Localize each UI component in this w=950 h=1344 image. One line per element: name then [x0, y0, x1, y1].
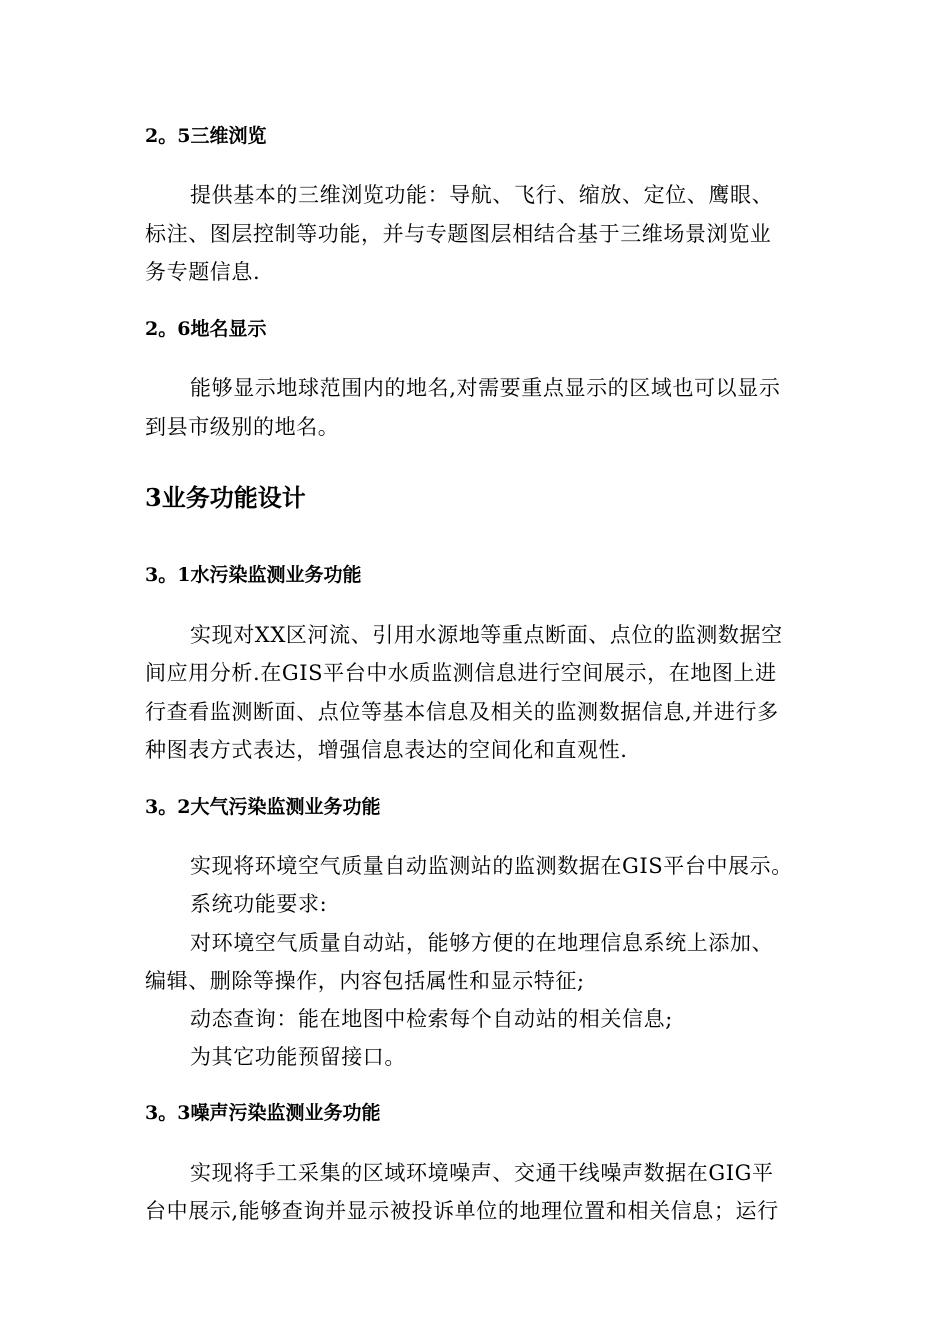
paragraph-line: 行查看监测断面、点位等基本信息及相关的监测数据信息,并进行多 [145, 700, 779, 724]
paragraph-line: 提供基本的三维浏览功能：导航、飞行、缩放、定位、鹰眼、 [190, 183, 774, 207]
paragraph-line: 务专题信息. [145, 260, 261, 284]
section-heading-2-6: 2。6地名显示 [145, 318, 267, 340]
paragraph-line: 实现将手工采集的区域环境噪声、交通干线噪声数据在GIG平 [190, 1161, 774, 1185]
paragraph-line: 能够显示地球范围内的地名,对需要重点显示的区域也可以显示 [190, 376, 781, 400]
chapter-heading-3: 3业务功能设计 [145, 483, 306, 512]
paragraph-line: 种图表方式表达，增强信息表达的空间化和直观性. [145, 738, 628, 762]
paragraph-line: 标注、图层控制等功能，并与专题图层相结合基于三维场景浏览业 [145, 222, 772, 246]
section-heading-3-2: 3。2大气污染监测业务功能 [145, 796, 381, 818]
paragraph-line: 到县市级别的地名。 [145, 415, 340, 439]
paragraph-line: 编辑、删除等操作，内容包括属性和显示特征; [145, 969, 585, 993]
section-heading-2-5: 2。5三维浏览 [145, 125, 267, 147]
paragraph-line: 间应用分析.在GIS平台中水质监测信息进行空间展示，在地图上进 [145, 661, 777, 685]
paragraph-line: 对环境空气质量自动站，能够方便的在地理信息系统上添加、 [190, 931, 774, 955]
paragraph-line: 动态查询：能在地图中检索每个自动站的相关信息; [190, 1007, 673, 1031]
paragraph-line: 实现将环境空气质量自动监测站的监测数据在GIS平台中展示。 [190, 854, 793, 878]
paragraph-line: 实现对XX区河流、引用水源地等重点断面、点位的监测数据空 [190, 623, 783, 647]
paragraph-line: 为其它功能预留接口。 [190, 1045, 406, 1069]
section-heading-3-1: 3。1水污染监测业务功能 [145, 564, 362, 586]
paragraph-line: 台中展示,能够查询并显示被投诉单位的地理位置和相关信息；运行 [145, 1199, 779, 1223]
paragraph-line: 系统功能要求: [190, 892, 328, 916]
section-heading-3-3: 3。3噪声污染监测业务功能 [145, 1102, 381, 1124]
